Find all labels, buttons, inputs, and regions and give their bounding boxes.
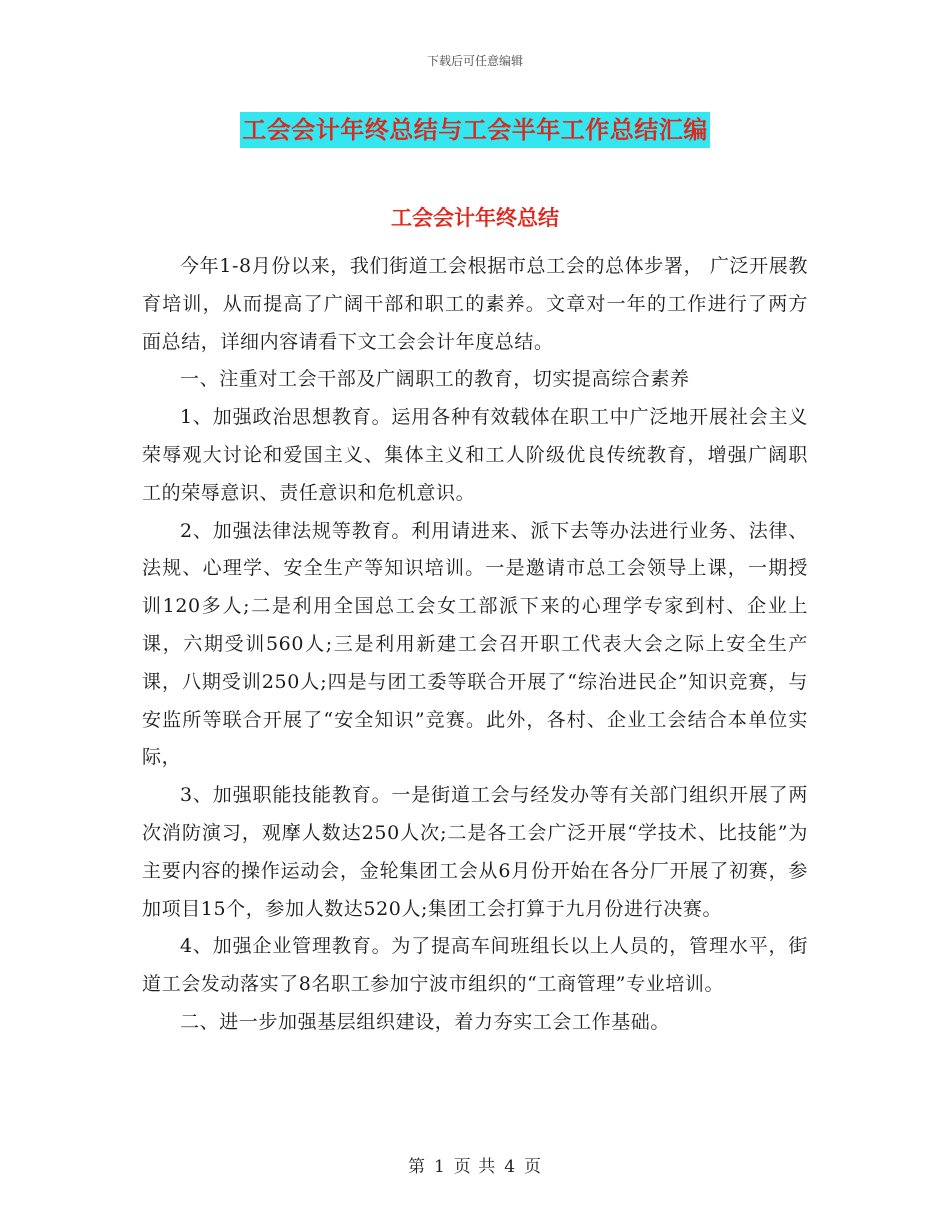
- footer-prefix: 第: [407, 1157, 426, 1177]
- page-footer: [0, 1152, 950, 1177]
- paragraph: 4、加强企业管理教育。为了提高车间班组长以上人员的，管理水平，街道工会发动落实了8名职工参加宁波市组织的“工商管理”专业培训。: [142, 935, 808, 996]
- footer-mid: 页 共: [453, 1157, 497, 1177]
- footer-total-pages: 4: [504, 1157, 517, 1177]
- paragraph: 1、加强政治思想教育。运用各种有效载体在职工中广泛地开展社会主义荣辱观大讨论和爱国主义、集体主义和工人阶级优良传统教育，增强广阔职工的荣辱意识、责任意识和危机意识。: [142, 406, 808, 504]
- document-title: 工会会计年终总结与工会半年工作总结汇编: [240, 112, 710, 148]
- paragraph: 二、进一步加强基层组织建设，着力夯实工会工作基础。: [180, 1010, 671, 1033]
- paragraph: 3、加强职能技能教育。一是街道工会与经发办等有关部门组织开展了两次消防演习，观摩人数达250人次;二是各工会广泛开展“学技术、比技能”为主要内容的操作运动会，金轮集团工会从6月份开始在各分厂开展了初赛，参加项目15个，参加人数达520人;集团工会打算于九月份进行决赛。: [142, 784, 808, 920]
- paragraph: 2、加强法律法规等教育。利用请进来、派下去等办法进行业务、法律、法规、心理学、安全生产等知识培训。一是邀请市总工会领导上课，一期授训120多人;二是利用全国总工会女工部派下来的心理学专家到村、企业上课，六期受训560人;三是利用新建工会召开职工代表大会之际上安全生产课，八期受训250人;四是与团工委等联合开展了“综治进民企”知识竞赛，与安监所等联合开展了“安全知识”竞赛。此外，各村、企业工会结合本单位实际，: [142, 519, 808, 769]
- paragraph: 一、注重对工会干部及广阔职工的教育，切实提高综合素养: [180, 368, 690, 391]
- document-title-wrap: [0, 112, 950, 148]
- paragraph: 今年1-8月份以来，我们街道工会根据市总工会的总体步署， 广泛开展教育培训，从而提高了广阔干部和职工的素养。文章对一年的工作进行了两方面总结，详细内容请看下文工会会计年度总结。: [142, 255, 808, 353]
- footer-page-number: 1: [433, 1157, 446, 1177]
- header-note: 下载后可任意编辑: [426, 54, 523, 68]
- section-title: 工会会计年终总结: [391, 206, 559, 230]
- footer-suffix: 页: [524, 1157, 543, 1177]
- document-body: [142, 248, 808, 1042]
